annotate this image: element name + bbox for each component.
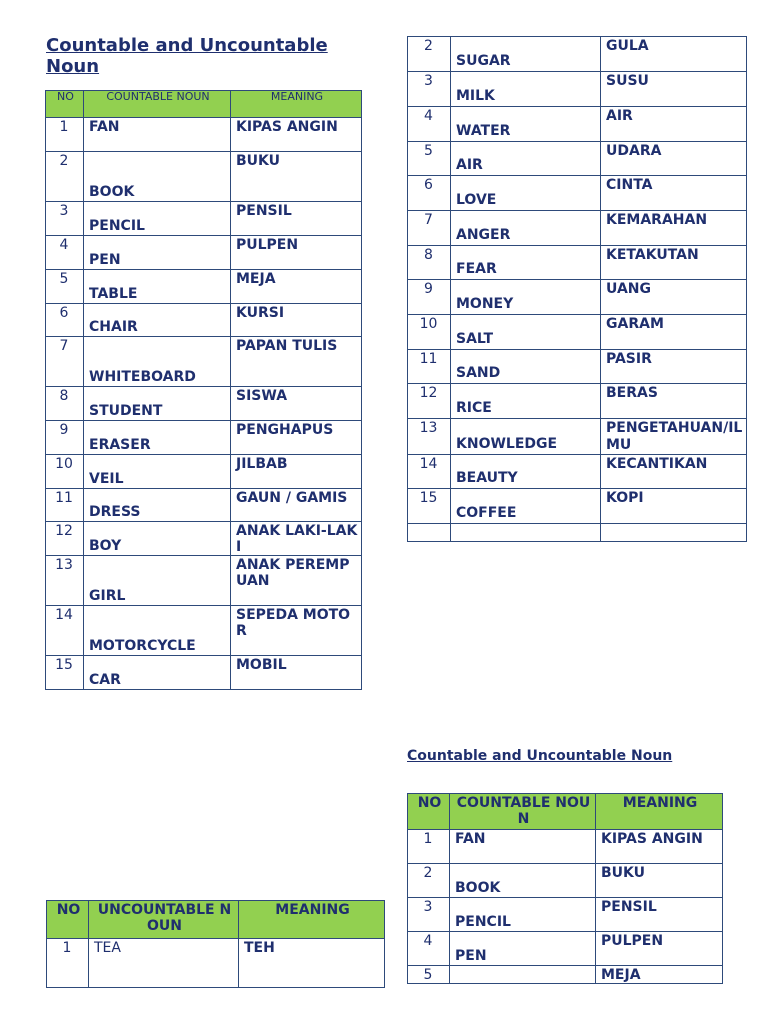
- header-no: NO: [408, 794, 450, 830]
- row-number: 2: [46, 152, 84, 202]
- noun-cell: FAN: [450, 830, 596, 864]
- row-number: 1: [47, 939, 89, 988]
- header-uncountable-noun: UNCOUNTABLE NOUN: [89, 901, 239, 939]
- uncountable-noun-table-continued: [407, 36, 747, 542]
- noun-cell: [451, 524, 601, 542]
- row-number: 7: [46, 337, 84, 387]
- meaning-cell: KIPAS ANGIN: [231, 118, 362, 152]
- noun-cell: SUGAR: [451, 37, 601, 72]
- noun-cell: MONEY: [451, 280, 601, 315]
- meaning-cell: KOPI: [601, 489, 747, 524]
- meaning-cell: PENSIL: [231, 202, 362, 236]
- meaning-cell: MEJA: [231, 270, 362, 304]
- noun-cell: COFFEE: [451, 489, 601, 524]
- table-row: [408, 315, 747, 350]
- meaning-cell: KIPAS ANGIN: [596, 830, 723, 864]
- table-header-row: [46, 91, 362, 118]
- noun-cell: WATER: [451, 107, 601, 142]
- row-number: 4: [408, 932, 450, 966]
- table-row: [408, 72, 747, 107]
- noun-cell: RICE: [451, 384, 601, 419]
- row-number: 11: [46, 489, 84, 522]
- row-number: 2: [408, 37, 451, 72]
- noun-cell: BOY: [84, 522, 231, 556]
- header-countable-noun: COUNTABLE NOUN: [84, 91, 231, 118]
- row-number: 13: [408, 419, 451, 455]
- noun-cell: PEN: [450, 932, 596, 966]
- meaning-cell: PENGETAHUAN/ILMU: [601, 419, 747, 455]
- meaning-cell: MOBIL: [231, 656, 362, 690]
- noun-cell: BOOK: [450, 864, 596, 898]
- row-number: 5: [408, 966, 450, 984]
- noun-cell: KNOWLEDGE: [451, 419, 601, 455]
- header-meaning: MEANING: [231, 91, 362, 118]
- table-row: [408, 384, 747, 419]
- table-row: [408, 864, 723, 898]
- row-number: 13: [46, 556, 84, 606]
- table-row: [408, 898, 723, 932]
- meaning-cell: GAUN / GAMIS: [231, 489, 362, 522]
- row-number: 1: [408, 830, 450, 864]
- table-row: [46, 337, 362, 387]
- meaning-cell: ANAK PEREMPUAN: [231, 556, 362, 606]
- table-row: [408, 280, 747, 315]
- table-row: [46, 421, 362, 455]
- meaning-cell: UANG: [601, 280, 747, 315]
- noun-cell: SAND: [451, 350, 601, 384]
- table-row: [408, 142, 747, 176]
- meaning-cell: CINTA: [601, 176, 747, 211]
- table-row: [46, 236, 362, 270]
- table-row: [46, 522, 362, 556]
- header-countable-noun: COUNTABLE NOUN: [450, 794, 596, 830]
- row-number: 4: [408, 107, 451, 142]
- row-number: 12: [46, 522, 84, 556]
- meaning-cell: BUKU: [231, 152, 362, 202]
- row-number: 3: [408, 898, 450, 932]
- table-row: [408, 246, 747, 280]
- row-number: 5: [408, 142, 451, 176]
- noun-cell: [450, 966, 596, 984]
- table-row: [46, 489, 362, 522]
- row-number: 1: [46, 118, 84, 152]
- table-header-row: [408, 794, 723, 830]
- table-row: [46, 202, 362, 236]
- noun-cell: BEAUTY: [451, 455, 601, 489]
- row-number: 8: [46, 387, 84, 421]
- noun-cell: GIRL: [84, 556, 231, 606]
- noun-cell: TEA: [89, 939, 239, 988]
- noun-cell: PENCIL: [450, 898, 596, 932]
- row-number: 6: [46, 304, 84, 337]
- row-number: 14: [46, 606, 84, 656]
- table-row: [408, 830, 723, 864]
- meaning-cell: PULPEN: [231, 236, 362, 270]
- noun-cell: ANGER: [451, 211, 601, 246]
- row-number: 5: [46, 270, 84, 304]
- noun-cell: WHITEBOARD: [84, 337, 231, 387]
- row-number: 9: [46, 421, 84, 455]
- meaning-cell: PENSIL: [596, 898, 723, 932]
- meaning-cell: GARAM: [601, 315, 747, 350]
- meaning-cell: TEH: [239, 939, 385, 988]
- table-row: [46, 304, 362, 337]
- table-row: [46, 455, 362, 489]
- noun-cell: VEIL: [84, 455, 231, 489]
- noun-cell: CAR: [84, 656, 231, 690]
- row-number: 10: [46, 455, 84, 489]
- table-row: [408, 932, 723, 966]
- meaning-cell: GULA: [601, 37, 747, 72]
- row-number: 15: [408, 489, 451, 524]
- page-title: Countable and Uncountable Noun: [46, 35, 328, 77]
- table-row: [408, 455, 747, 489]
- noun-cell: LOVE: [451, 176, 601, 211]
- table-row: [46, 118, 362, 152]
- row-number: 9: [408, 280, 451, 315]
- row-number: 3: [46, 202, 84, 236]
- table-row: [408, 489, 747, 524]
- table-row: [46, 270, 362, 304]
- noun-cell: ERASER: [84, 421, 231, 455]
- countable-noun-table-small: [407, 793, 723, 984]
- uncountable-noun-table: [46, 900, 385, 988]
- row-number: 10: [408, 315, 451, 350]
- table-header-row: [47, 901, 385, 939]
- section-title: Countable and Uncountable Noun: [407, 748, 673, 764]
- row-number: 6: [408, 176, 451, 211]
- noun-cell: CHAIR: [84, 304, 231, 337]
- row-number: 12: [408, 384, 451, 419]
- meaning-cell: KETAKUTAN: [601, 246, 747, 280]
- row-number: 3: [408, 72, 451, 107]
- meaning-cell: MEJA: [596, 966, 723, 984]
- table-row: [46, 152, 362, 202]
- meaning-cell: BUKU: [596, 864, 723, 898]
- header-meaning: MEANING: [239, 901, 385, 939]
- noun-cell: STUDENT: [84, 387, 231, 421]
- countable-noun-table: [45, 90, 362, 690]
- meaning-cell: KURSI: [231, 304, 362, 337]
- table-row: [408, 37, 747, 72]
- table-row: [408, 966, 723, 984]
- meaning-cell: AIR: [601, 107, 747, 142]
- header-no: NO: [46, 91, 84, 118]
- noun-cell: SALT: [451, 315, 601, 350]
- noun-cell: MILK: [451, 72, 601, 107]
- noun-cell: FEAR: [451, 246, 601, 280]
- table-row: [47, 939, 385, 988]
- meaning-cell: KEMARAHAN: [601, 211, 747, 246]
- row-number: 4: [46, 236, 84, 270]
- meaning-cell: ANAK LAKI-LAKI: [231, 522, 362, 556]
- meaning-cell: UDARA: [601, 142, 747, 176]
- row-number: [408, 524, 451, 542]
- header-no: NO: [47, 901, 89, 939]
- row-number: 8: [408, 246, 451, 280]
- table-row: [408, 350, 747, 384]
- noun-cell: TABLE: [84, 270, 231, 304]
- meaning-cell: PASIR: [601, 350, 747, 384]
- noun-cell: FAN: [84, 118, 231, 152]
- table-row: [408, 211, 747, 246]
- meaning-cell: SISWA: [231, 387, 362, 421]
- row-number: 15: [46, 656, 84, 690]
- table-row: [408, 419, 747, 455]
- table-row: [46, 556, 362, 606]
- header-meaning: MEANING: [596, 794, 723, 830]
- noun-cell: AIR: [451, 142, 601, 176]
- noun-cell: PENCIL: [84, 202, 231, 236]
- table-row: [408, 107, 747, 142]
- noun-cell: MOTORCYCLE: [84, 606, 231, 656]
- meaning-cell: BERAS: [601, 384, 747, 419]
- meaning-cell: [601, 524, 747, 542]
- table-row: [46, 387, 362, 421]
- row-number: 2: [408, 864, 450, 898]
- row-number: 11: [408, 350, 451, 384]
- table-row: [46, 656, 362, 690]
- meaning-cell: PENGHAPUS: [231, 421, 362, 455]
- meaning-cell: PULPEN: [596, 932, 723, 966]
- meaning-cell: PAPAN TULIS: [231, 337, 362, 387]
- noun-cell: PEN: [84, 236, 231, 270]
- meaning-cell: KECANTIKAN: [601, 455, 747, 489]
- meaning-cell: SUSU: [601, 72, 747, 107]
- noun-cell: DRESS: [84, 489, 231, 522]
- noun-cell: BOOK: [84, 152, 231, 202]
- meaning-cell: SEPEDA MOTOR: [231, 606, 362, 656]
- meaning-cell: JILBAB: [231, 455, 362, 489]
- table-row: [46, 606, 362, 656]
- table-row: [408, 176, 747, 211]
- row-number: 7: [408, 211, 451, 246]
- table-row: [408, 524, 747, 542]
- row-number: 14: [408, 455, 451, 489]
